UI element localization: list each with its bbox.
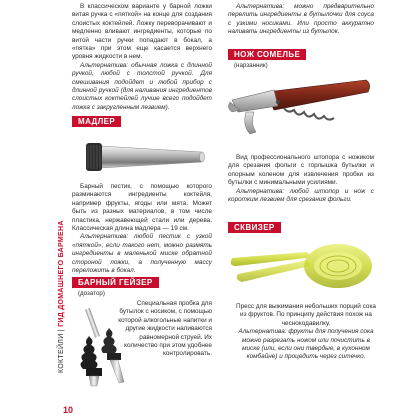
madler-description: Барный пестик, с помощью которого разминаются ингредиенты коктейля, например фрукты, ягоды или мята. Может быть из разных материалов, в том числе пластика, нержавеющей стали или дерева. Классическая длина мадлера — 19 см. bbox=[72, 183, 212, 233]
squeezer-heading: СКВИЗЕР bbox=[228, 222, 281, 233]
squeezer-text bbox=[236, 303, 376, 362]
knife-subtitle: (нарзанник) bbox=[234, 62, 268, 69]
citrus-squeezer-image bbox=[228, 238, 378, 300]
book-title-left: КОКТЕЙЛИ bbox=[58, 333, 65, 373]
muddler-image bbox=[78, 137, 208, 177]
madler-alternative: Альтернатива: любой пестик с узкой «пяткой»; если такого нет, можно размять ингредиенты в маленькой миске обратной стороной ложки, а полученную массу переложить в бокал. bbox=[72, 233, 212, 275]
madler-text bbox=[72, 183, 212, 275]
page-number: 10 bbox=[63, 405, 74, 415]
squeezer-description: Пресс для выжимания небольших порций сока из фруктов. По принципу действия похож на чеснокодавилку. bbox=[236, 303, 376, 327]
intro-paragraph: В классическом варианте у барной ложки витая ручка с «пяткой» на конце для создания слоистых коктейлей. Ложку переворачивают и медленно вливают ингредиенты, которые по витой части ручки попадают в бокал, а «пятка» при этом еще касается верхнего уровня жидкости в нем. bbox=[72, 3, 212, 61]
geyser-heading: БАРНЫЙ ГЕЙЗЕР bbox=[72, 277, 159, 288]
intro-alternative: Альтернатива: обычная ложка с длинной ручкой, любой с толстой ручкой. Для смешивания подойдет и любой прибор с длинной ручкой (для наливания ингредиентов слоистых коктейлей лучше всего подойдет ложка с закругленным лезвием). bbox=[72, 61, 212, 111]
sommelier-knife-image bbox=[226, 72, 376, 152]
intro-text bbox=[72, 3, 212, 112]
squeezer-alternative: Альтернатива: фрукты для получения сока можно разрезать ножом или почистить в миске (или, если они твердые, в кухонном комбайне) и процедить через ситечко. bbox=[238, 328, 374, 361]
knife-description: Вид профессионального штопора с ножиком для срезания фольги с горлышка бутылки и опорным коленом для извлечения пробки из бутылки с минимальными усилиями. bbox=[228, 154, 374, 187]
geyser-text bbox=[110, 300, 212, 359]
madler-heading: МАДЛЕР bbox=[72, 116, 121, 127]
geyser-description: Специальная пробка для бутылок с носиком, с помощью которой алкогольные напитки и другие жидкости наливаются равномерной струей. Их количество при этом удобнее контролировать. bbox=[118, 300, 212, 358]
knife-alternative: Альтернатива: любой штопор и нож с коротким лезвием для срезания фольги. bbox=[228, 187, 374, 204]
pouring-alternative: Альтернатива: можно предварительно перелить ингредиенты в бутылочки для соуса с узкими носиками. Или просто аккуратно наливать ингредиенты из бутылок. bbox=[228, 3, 374, 36]
alt-top-text bbox=[228, 3, 374, 37]
geyser-subtitle: (дозатор) bbox=[78, 290, 105, 297]
knife-text bbox=[228, 154, 374, 204]
knife-heading: НОЖ СОМЕЛЬЕ bbox=[228, 49, 306, 60]
book-title-right: ГИД ДОМАШНЕГО БАРМЕНА bbox=[58, 220, 65, 327]
running-header: КОКТЕЙЛИ | ГИД ДОМАШНЕГО БАРМЕНА bbox=[58, 220, 65, 373]
